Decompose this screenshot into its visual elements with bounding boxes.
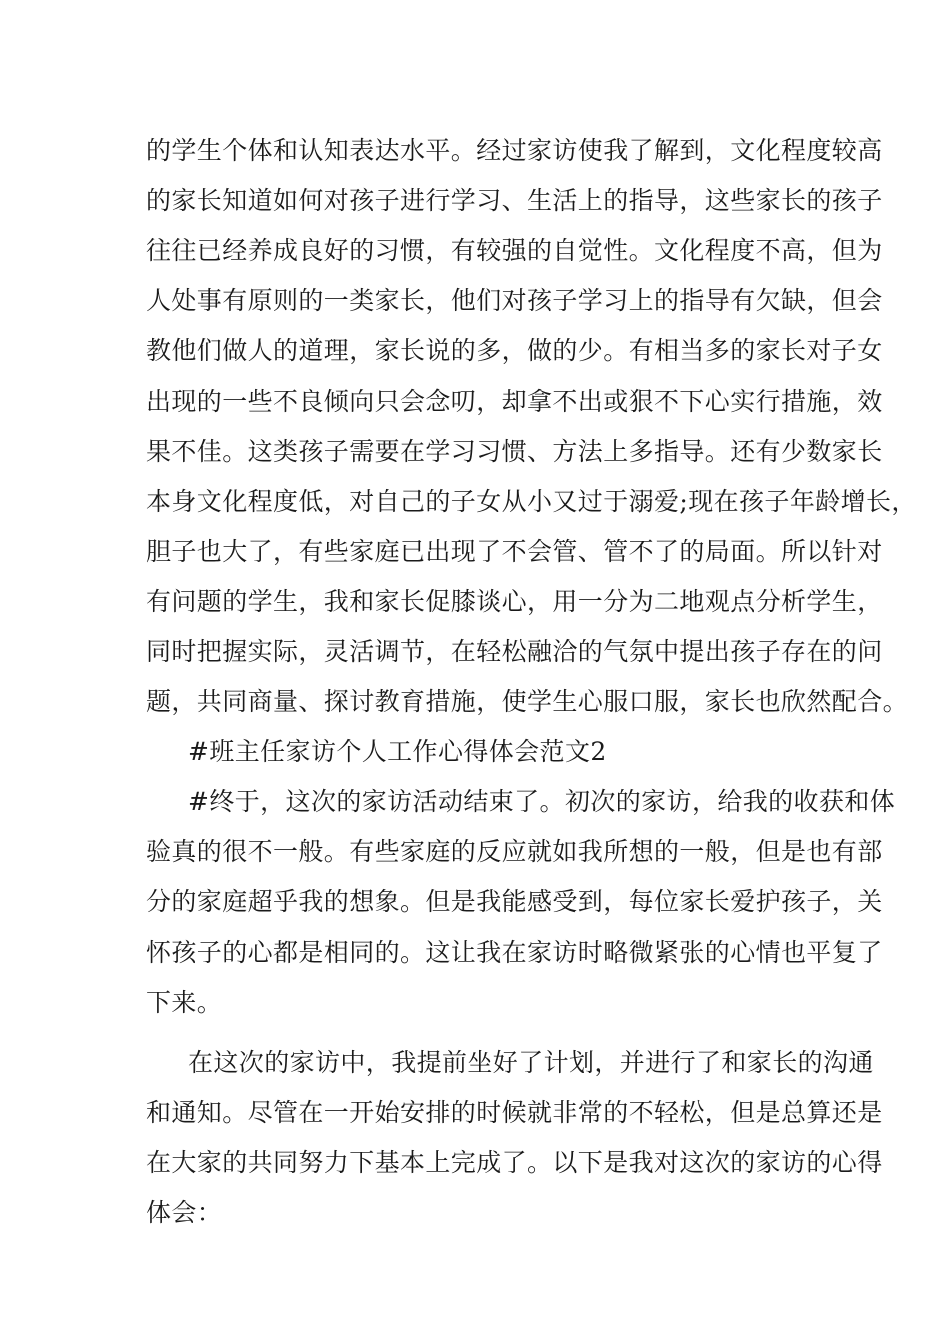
text-line: 验真的很不一般。有些家庭的反应就如我所想的一般，但是也有部 bbox=[146, 837, 883, 866]
text-line: 本身文化程度低，对自己的子女从小又过于溺爱;现在孩子年龄增长， bbox=[146, 487, 917, 516]
text-line: 同时把握实际，灵活调节，在轻松融洽的气氛中提出孩子存在的问 bbox=[146, 637, 883, 666]
text-line: 出现的一些不良倾向只会念叨，却拿不出或狠不下心实行措施，效 bbox=[146, 387, 883, 416]
text-line: 怀孩子的心都是相同的。这让我在家访时略微紧张的心情也平复了 bbox=[146, 938, 883, 967]
text-line: 题，共同商量、探讨教育措施，使学生心服口服，家长也欣然配合。 bbox=[146, 687, 909, 716]
text-line: 有问题的学生，我和家长促膝谈心，用一分为二地观点分析学生， bbox=[146, 587, 883, 616]
text-line: 人处事有原则的一类家长，他们对孩子学习上的指导有欠缺，但会 bbox=[146, 286, 883, 315]
text-line: 往往已经养成良好的习惯，有较强的自觉性。文化程度不高，但为 bbox=[146, 236, 883, 265]
text-line: 在这次的家访中，我提前坐好了计划，并进行了和家长的沟通 bbox=[188, 1048, 874, 1077]
text-line: 的家长知道如何对孩子进行学习、生活上的指导，这些家长的孩子 bbox=[146, 186, 883, 215]
text-line: 下来。 bbox=[146, 988, 223, 1017]
text-line: 胆子也大了，有些家庭已出现了不会管、管不了的局面。所以针对 bbox=[146, 537, 883, 566]
text-line: 分的家庭超乎我的想象。但是我能感受到，每位家长爱护孩子，关 bbox=[146, 887, 883, 916]
text-line: 体会： bbox=[146, 1198, 223, 1227]
text-line: 的学生个体和认知表达水平。经过家访使我了解到，文化程度较高 bbox=[146, 136, 883, 165]
text-line: 教他们做人的道理，家长说的多，做的少。有相当多的家长对子女 bbox=[146, 336, 883, 365]
text-line: 在大家的共同努力下基本上完成了。以下是我对这次的家访的心得 bbox=[146, 1148, 883, 1177]
text-line: #终于，这次的家访活动结束了。初次的家访，给我的收获和体 bbox=[188, 787, 896, 816]
text-line: 和通知。尽管在一开始安排的时候就非常的不轻松，但是总算还是 bbox=[146, 1098, 883, 1127]
section-heading: #班主任家访个人工作心得体会范文2 bbox=[188, 737, 607, 766]
text-line: 果不佳。这类孩子需要在学习习惯、方法上多指导。还有少数家长 bbox=[146, 437, 883, 466]
